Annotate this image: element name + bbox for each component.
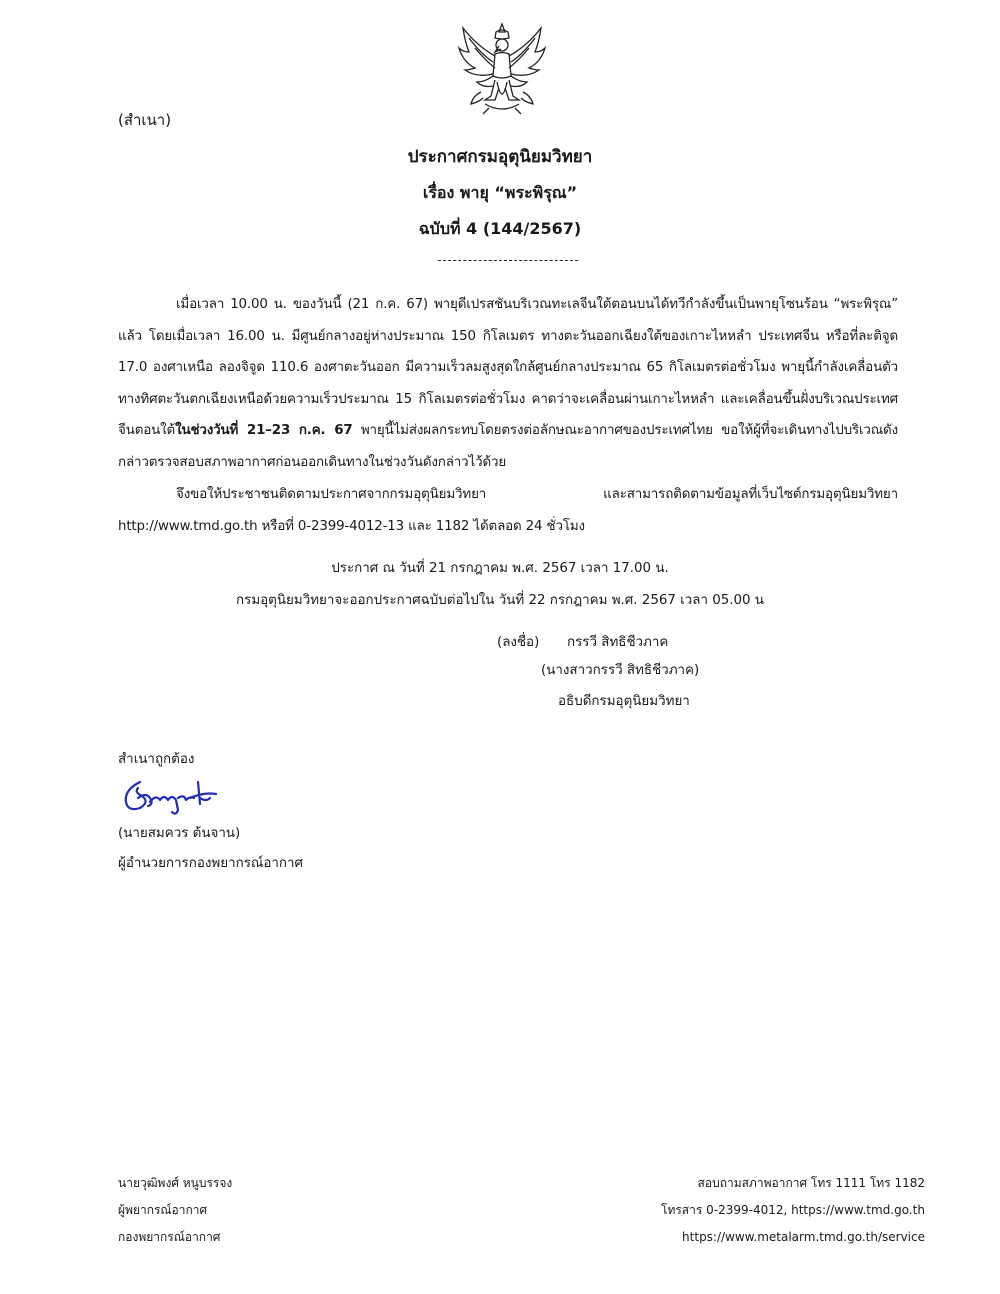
body-paragraph-1 [118, 289, 898, 478]
garuda-emblem-icon [455, 18, 550, 118]
contact-phone: สอบถามสภาพอากาศ โทร 1111 โทร 1182 [697, 1176, 925, 1190]
forecaster-role: ผู้พยากรณ์อากาศ [118, 1203, 208, 1217]
copy-mark: (สำเนา) [118, 111, 172, 129]
forecaster-division: กองพยากรณ์อากาศ [118, 1230, 221, 1244]
page-title: ประกาศกรมอุตุนิยมวิทยา [407, 147, 593, 167]
body-text: เมื่อเวลา 10.00 น. ของวันนี้ (21 ก.ค. 67) พายุดีเปรสชันบริเวณทะเลจีนใต้ตอนบนได้ทวีกำลังขึ้นเป็นพายุโซนร้อน “พระพิรุณ” แล้ว โดยเมื่อเวลา 16.00 น. มีศูนย์กลางอยู่ห่างประมาณ 150 กิโลเมตร ทางตะวันออกเฉียงใต้ของเกาะไหหลำ ประเทศจีน หรือที่ละติจูด 17.0 องศาเหนือ ลองจิจูด 110.6 องศาตะวันออก มีความเร็วลมสูงสุดใกล้ศูนย์กลางประมาณ 65 กิโลเมตรต่อชั่วโมง พายุนี้กำลังเคลื่อนตัวทางทิศตะวันตกเฉียงเหนือด้วยความเร็วประมาณ 15 กิโลเมตรต่อชั่วโมง คาดว่าจะเคลื่อนผ่านเกาะไหหลำ และเคลื่อนขึ้นฝั่งบริเวณประเทศจีนตอนใต้ [118, 297, 898, 438]
forecaster-name: นายวุฒิพงศ์ หนูบรรจง [118, 1176, 233, 1190]
subject-line: เรื่อง พายุ “พระพิรุณ” [422, 183, 578, 202]
body-highlight: ในช่วงวันที่ 21–23 ก.ค. 67 [175, 423, 353, 438]
certifier-title: ผู้อำนวยการกองพยากรณ์อากาศ [118, 856, 304, 871]
contact-service-link[interactable]: https://www.metalarm.tmd.go.th/service [682, 1230, 925, 1244]
signer-title: อธิบดีกรมอุตุนิยมวิทยา [558, 694, 690, 709]
handwritten-signature [120, 772, 220, 820]
body-paragraph-2: จึงขอให้ประชาชนติดตามประกาศจากกรมอุตุนิยมวิทยา และสามารถติดตามข้อมูลที่เว็บไซต์กรมอุตุนิยมวิทยา http://www.tmd.go.th หรือที่ 0-2399-4012-13 และ 1182 ได้ตลอด 24 ชั่วโมง [118, 487, 898, 534]
body-text: พายุนี้ไม่ส่งผลกระทบโดยตรงต่อลักษณะอากาศของประเทศไทย ขอให้ผู้ที่จะเดินทางไปบริเวณดังกล่าวตรวจสอบสภาพอากาศก่อนออกเดินทางในช่วงวันดังกล่าวไว้ด้วย [118, 423, 898, 470]
certified-copy-label: สำเนาถูกต้อง [118, 752, 195, 767]
footer-left [118, 1170, 232, 1251]
footer-right [661, 1170, 925, 1251]
issued-date: ประกาศ ณ วันที่ 21 กรกฎาคม พ.ศ. 2567 เวลา 17.00 น. [331, 561, 669, 576]
contact-fax-web: โทรสาร 0-2399-4012, https://www.tmd.go.th [661, 1203, 925, 1217]
signature-label: (ลงชื่อ) [497, 635, 540, 650]
next-issue-notice: กรมอุตุนิยมวิทยาจะออกประกาศฉบับต่อไปใน วันที่ 22 กรกฎาคม พ.ศ. 2567 เวลา 05.00 น [236, 593, 764, 608]
issue-number: ฉบับที่ 4 (144/2567) [418, 219, 582, 238]
divider [438, 260, 578, 261]
certifier-name: (นายสมควร ต้นจาน) [118, 826, 241, 841]
signer-full-name: (นางสาวกรรวี สิทธิชีวภาค) [541, 663, 700, 678]
signer-name: กรรวี สิทธิชีวภาค [567, 635, 669, 650]
